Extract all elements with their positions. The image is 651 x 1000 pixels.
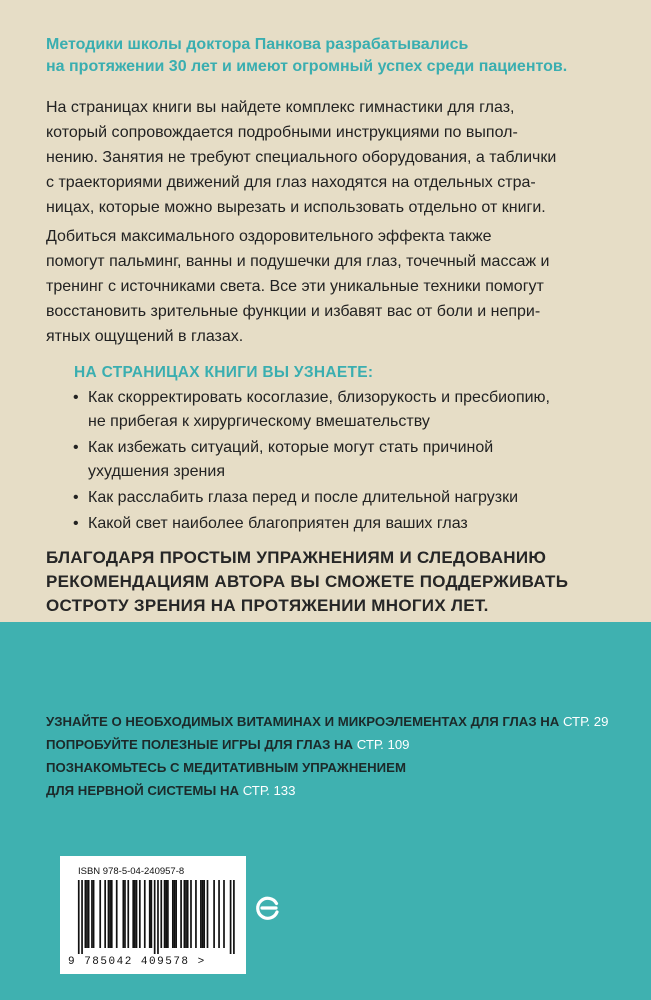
- barcode-bar: [111, 880, 113, 948]
- barcode-bar: [233, 880, 235, 954]
- barcode-bar: [116, 880, 118, 948]
- barcode-bar: [218, 880, 220, 948]
- barcode-bar: [108, 880, 110, 948]
- closing-statement: [46, 546, 568, 618]
- reference-line: [46, 710, 608, 733]
- barcode-bar: [132, 880, 134, 948]
- barcode-bar: [109, 880, 111, 948]
- list-item: [70, 386, 550, 434]
- page-ref: СТР. 109: [356, 737, 410, 752]
- reference-text: УЗНАЙТЕ О НЕОБХОДИМЫХ ВИТАМИНАХ И МИКРОЭЛЕМЕНТАХ ДЛЯ ГЛАЗ НА: [46, 714, 563, 729]
- barcode-bar: [164, 880, 166, 948]
- paragraph-line: нению. Занятия не требуют специального оборудования, а таблички: [46, 149, 557, 166]
- eksmo-logo-icon: [254, 894, 282, 922]
- barcode-bar: [149, 880, 151, 948]
- isbn-label: ISBN 978-5-04-240957-8: [78, 866, 185, 877]
- closing-line: БЛАГОДАРЯ ПРОСТЫМ УПРАЖНЕНИЯМ И СЛЕДОВАНИЮ: [46, 548, 547, 567]
- closing-line: ОСТРОТУ ЗРЕНИЯ НА ПРОТЯЖЕНИИ МНОГИХ ЛЕТ.: [46, 596, 489, 615]
- barcode-digits: 9 785042 409578 >: [68, 956, 206, 968]
- barcode-bar: [167, 880, 169, 948]
- reference-text: ПОЗНАКОМЬТЕСЬ С МЕДИТАТИВНЫМ УПРАЖНЕНИЕМ: [46, 760, 406, 775]
- barcode-bar: [230, 880, 232, 954]
- barcode-bar: [88, 880, 90, 948]
- barcode-bar: [207, 880, 209, 948]
- barcode-icon: [68, 880, 238, 954]
- barcode-bar: [180, 880, 182, 948]
- paragraph-line: помогут пальминг, ванны и подушечки для глаз, точечный массаж и: [46, 253, 550, 270]
- paragraph-line: восстановить зрительные функции и избавят вас от боли и непри-: [46, 303, 541, 320]
- barcode-bar: [174, 880, 176, 948]
- barcode-bar: [200, 880, 202, 948]
- reference-text: ДЛЯ НЕРВНОЙ СИСТЕМЫ НА: [46, 783, 243, 798]
- paragraph-gymnastics: [46, 95, 606, 220]
- reference-line: [46, 756, 608, 779]
- barcode-bar: [134, 880, 136, 948]
- barcode-bar: [99, 880, 101, 948]
- list-item: [70, 436, 550, 484]
- barcode-bar: [160, 880, 162, 948]
- lead-line: Методики школы доктора Панкова разрабатывались: [46, 36, 469, 53]
- list-item-line: Как расслабить глаза перед и после длительной нагрузки: [88, 489, 519, 506]
- list-item-line: ухудшения зрения: [88, 463, 225, 480]
- learn-heading: НА СТРАНИЦАХ КНИГИ ВЫ УЗНАЕТЕ:: [74, 364, 374, 381]
- barcode-bar: [202, 880, 204, 948]
- barcode-bar: [195, 880, 197, 948]
- barcode-bar: [122, 880, 124, 948]
- list-item-line: Какой свет наиболее благоприятен для ваших глаз: [88, 515, 468, 532]
- bullet-icon: •: [73, 439, 79, 456]
- barcode-bar: [154, 880, 156, 954]
- list-item-line: Как скорректировать косоглазие, близорукость и пресбиопию,: [88, 389, 550, 406]
- bullet-icon: •: [73, 489, 79, 506]
- barcode-bar: [93, 880, 95, 948]
- barcode-bar: [78, 880, 80, 954]
- paragraph-line: ницах, которые можно вырезать и использовать отдельно от книги.: [46, 199, 546, 216]
- barcode-bar: [139, 880, 141, 948]
- paragraph-line: который сопровождается подробными инструкциями по выпол-: [46, 124, 518, 141]
- barcode-bar: [136, 880, 138, 948]
- barcode-bar: [85, 880, 87, 948]
- page-ref: СТР. 29: [562, 714, 609, 729]
- reference-text: ПОПРОБУЙТЕ ПОЛЕЗНЫЕ ИГРЫ ДЛЯ ГЛАЗ НА: [46, 737, 357, 752]
- list-item-line: Как избежать ситуаций, которые могут стать причиной: [88, 439, 494, 456]
- page-ref: СТР. 133: [242, 783, 296, 798]
- barcode-bar: [86, 880, 88, 948]
- paragraph-line: тренинг с источниками света. Все эти уникальные техники помогут: [46, 278, 544, 295]
- barcode-bar: [165, 880, 167, 948]
- closing-line: РЕКОМЕНДАЦИЯМ АВТОРА ВЫ СМОЖЕТЕ ПОДДЕРЖИВАТЬ: [46, 572, 569, 591]
- barcode-bar: [144, 880, 146, 948]
- barcode-bar: [127, 880, 129, 948]
- barcode-box: [60, 856, 246, 974]
- page-references: [46, 710, 608, 802]
- lead-text: [46, 34, 616, 78]
- reference-line: [46, 779, 608, 802]
- barcode-bar: [104, 880, 106, 948]
- barcode-bar: [203, 880, 205, 948]
- list-item: [70, 512, 550, 536]
- list-item: [70, 486, 550, 510]
- bullet-icon: •: [73, 515, 79, 532]
- barcode-bar: [175, 880, 177, 948]
- paragraph-line: На страницах книги вы найдете комплекс гимнастики для глаз,: [46, 99, 515, 116]
- barcode-bar: [223, 880, 225, 948]
- paragraph-line: с траекториями движений для глаз находятся на отдельных стра-: [46, 174, 536, 191]
- paragraph-line: Добиться максимального оздоровительного эффекта также: [46, 228, 492, 245]
- barcode-bar: [151, 880, 153, 948]
- lead-line: на протяжении 30 лет и имеют огромный успех среди пациентов.: [46, 58, 568, 75]
- barcode-bar: [213, 880, 215, 948]
- barcode-bar: [190, 880, 192, 948]
- bullet-icon: •: [73, 389, 79, 406]
- barcode-bar: [124, 880, 126, 948]
- barcode-bar: [157, 880, 159, 954]
- barcode-bar: [172, 880, 174, 948]
- barcode-bar: [91, 880, 93, 948]
- barcode-bar: [187, 880, 189, 948]
- barcode-bar: [184, 880, 186, 948]
- paragraph-line: ятных ощущений в глазах.: [46, 328, 244, 345]
- list-item-line: не прибегая к хирургическому вмешательству: [88, 413, 430, 430]
- paragraph-techniques: [46, 224, 606, 349]
- reference-line: [46, 733, 608, 756]
- barcode-bar: [185, 880, 187, 948]
- learn-list: [70, 386, 550, 538]
- barcode-bar: [81, 880, 83, 954]
